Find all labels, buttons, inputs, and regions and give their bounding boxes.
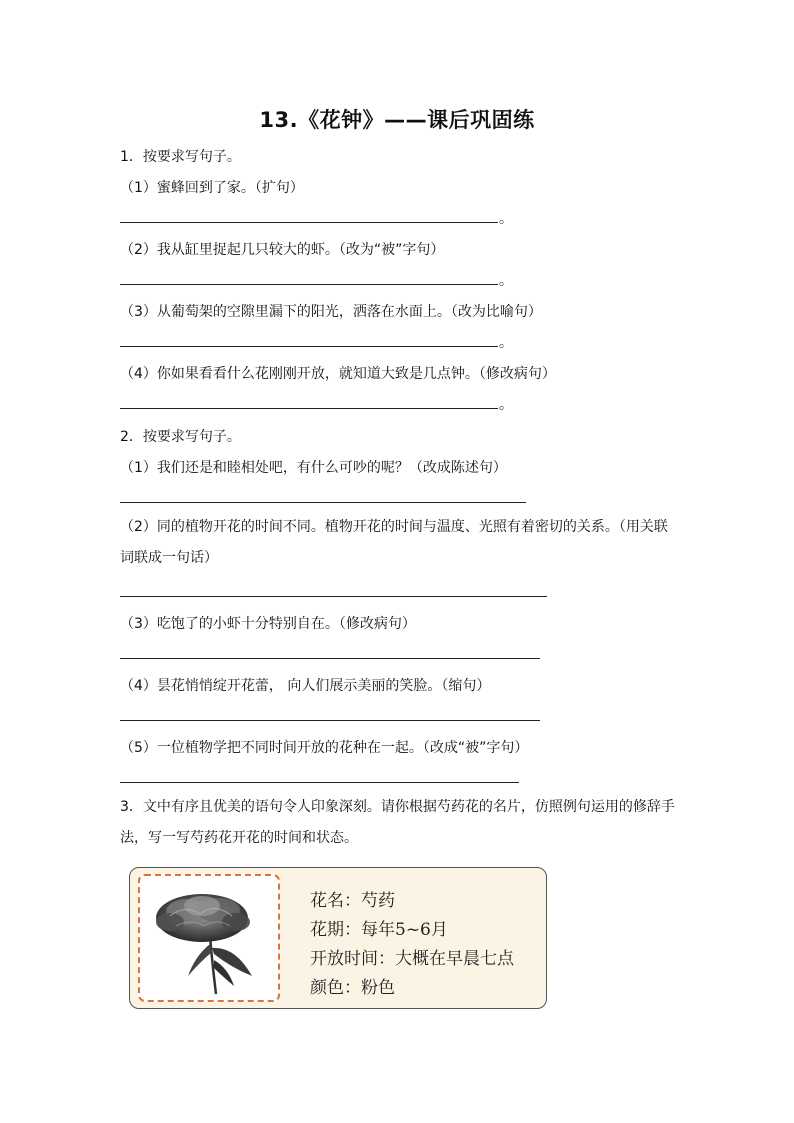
flower-photo [138,874,280,1002]
q1-heading: 1．按要求写句子。 [120,149,241,165]
q1-item-2: （2）我从缸里捉起几只较大的虾。（改为“被”字句） [120,242,445,258]
card-bloom-period: 花期：每年5~6月 [310,920,448,940]
q2-heading: 2．按要求写句子。 [120,429,241,445]
peony-image [140,876,274,996]
answer-line-q1-3[interactable] [120,346,498,347]
q2-item-5: （5）一位植物学把不同时间开放的花种在一起。（改成“被”字句） [120,740,529,756]
card-flower-color: 颜色：粉色 [310,978,395,998]
q1-item-4: （4）你如果看看什么花刚刚开放，就知道大致是几点钟。（修改病句） [120,366,556,382]
q2-item-3: （3）吃饱了的小虾十分特别自在。（修改病句） [120,616,416,632]
answer-line-q2-1[interactable] [120,502,526,503]
answer-line-q2-2[interactable] [120,596,547,597]
q3-prompt: 3．文中有序且优美的语句令人印象深刻。请你根据芍药花的名片，仿照例句运用的修辞手法，写一写芍药花开花的时间和状态。 [120,799,675,846]
flower-card [129,867,547,1009]
answer-line-q1-2[interactable] [120,284,498,285]
answer-line-q2-4[interactable] [120,720,540,721]
end-mark: 。 [499,397,513,413]
card-opening-time: 开放时间：大概在早晨七点 [310,949,514,969]
q2-item-4: （4）昙花悄悄绽开花蕾， 向人们展示美丽的笑脸。（缩句） [120,678,491,694]
q2-item-1: （1）我们还是和睦相处吧，有什么可吵的呢？（改成陈述句） [120,460,507,476]
answer-line-q2-3[interactable] [120,658,540,659]
end-mark: 。 [499,273,513,289]
end-mark: 。 [499,335,513,351]
page-title: 13.《花钟》——课后巩固练 [259,108,535,132]
answer-line-q1-1[interactable] [120,222,498,223]
card-flower-name: 花名：芍药 [310,891,395,911]
answer-line-q2-5[interactable] [120,782,519,783]
end-mark: 。 [499,211,513,227]
answer-line-q1-4[interactable] [120,408,498,409]
q1-item-1: （1）蜜蜂回到了家。（扩句） [120,180,304,196]
q1-item-3: （3）从葡萄架的空隙里漏下的阳光，洒落在水面上。（改为比喻句） [120,304,542,320]
q2-item-2: （2）同的植物开花的时间不同。植物开花的时间与温度、光照有着密切的关系。（用关联词联成一句话） [120,519,668,566]
